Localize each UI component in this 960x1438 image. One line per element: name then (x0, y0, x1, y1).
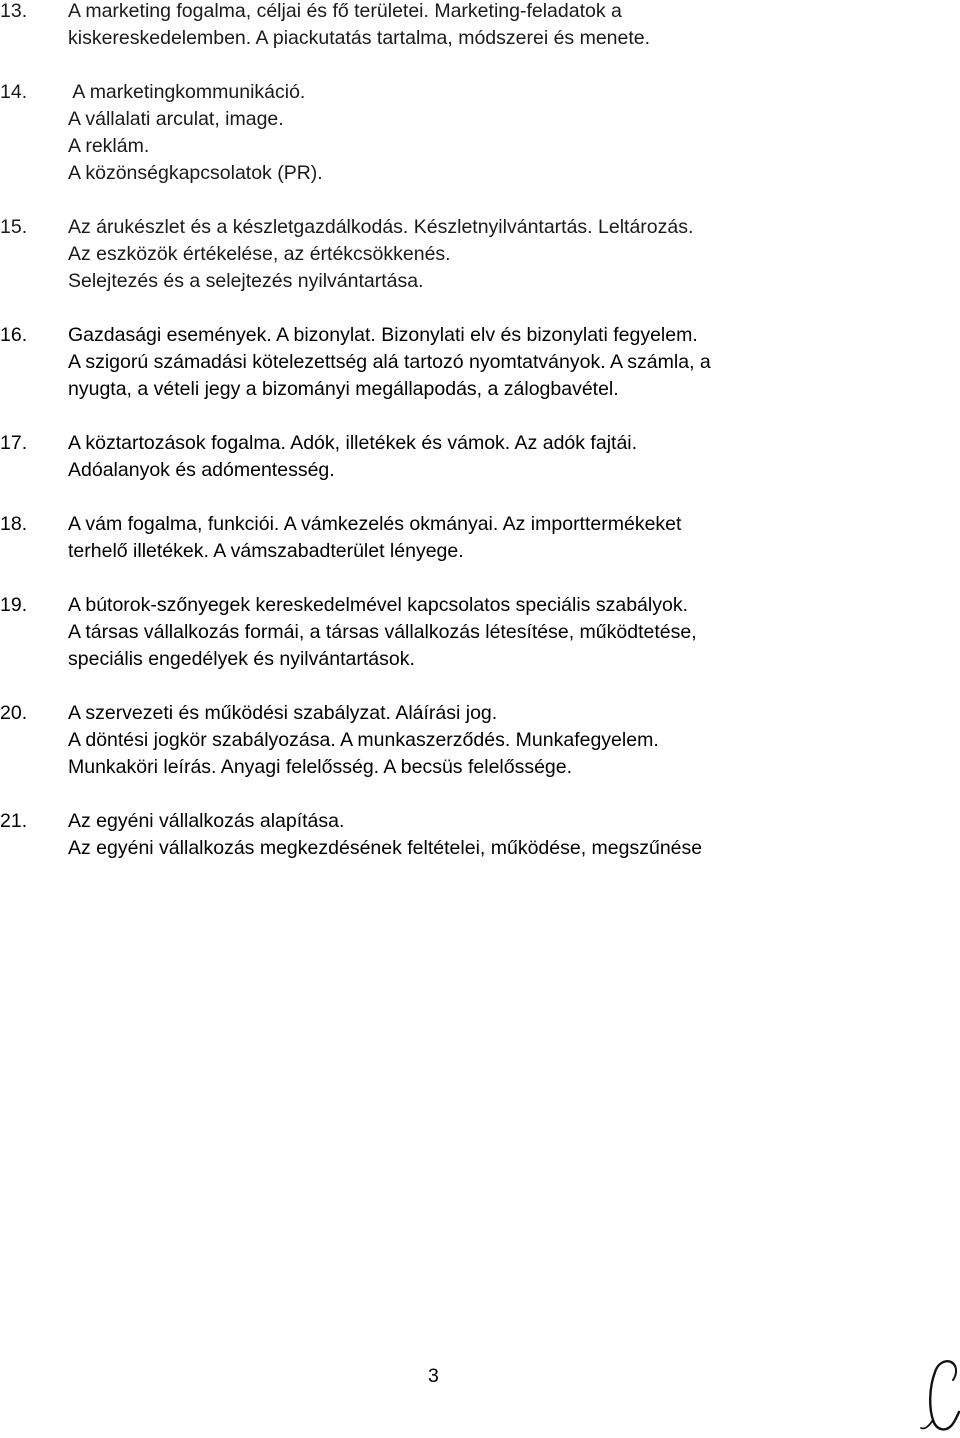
topic-line: A döntési jogkör szabályozása. A munkaszerződés. Munkafegyelem. (68, 729, 659, 751)
topic-text (68, 592, 960, 673)
topic-line: A reklám. (68, 135, 150, 157)
topic-number: 16. (0, 324, 28, 346)
topic-text (68, 700, 960, 781)
topic-text (68, 808, 960, 862)
topic-line: nyugta, a vételi jegy a bizományi megállapodás, a zálogbavétel. (68, 378, 619, 400)
topic-line: A bútorok-szőnyegek kereskedelmével kapcsolatos speciális szabályok. (68, 594, 688, 616)
topic-number: 19. (0, 594, 28, 616)
topic-text (68, 430, 960, 484)
topic-line: kiskereskedelemben. A piackutatás tartalma, módszerei és menete. (68, 27, 651, 49)
topic-item-20 (0, 700, 960, 781)
topic-line: A társas vállalkozás formái, a társas vállalkozás létesítése, működtetése, (68, 621, 697, 643)
topic-item-19 (0, 592, 960, 673)
topic-line: A szigorú számadási kötelezettség alá tartozó nyomtatványok. A számla, a (68, 351, 711, 373)
topic-item-17 (0, 430, 960, 484)
topic-text (68, 322, 960, 403)
topic-line: Az egyéni vállalkozás alapítása. (68, 810, 345, 832)
topic-line: A közönségkapcsolatok (PR). (68, 162, 323, 184)
topic-line: Az egyéni vállalkozás megkezdésének feltételei, működése, megszűnése (68, 837, 703, 859)
topic-item-14 (0, 79, 960, 187)
topic-number: 17. (0, 432, 28, 454)
page-number: 3 (428, 1365, 439, 1387)
topic-line: Gazdasági események. A bizonylat. Bizonylati elv és bizonylati fegyelem. (68, 324, 698, 346)
topic-line: Selejtezés és a selejtezés nyilvántartása. (68, 270, 424, 292)
topic-line: A marketing fogalma, céljai és fő területei. Marketing-feladatok a (68, 0, 622, 22)
topic-item-18 (0, 511, 960, 565)
topic-line: Adóalanyok és adómentesség. (68, 459, 335, 481)
topic-item-15 (0, 214, 960, 295)
topic-text (68, 0, 960, 52)
topic-line: A vállalati arculat, image. (68, 108, 284, 130)
topic-item-13 (0, 0, 960, 52)
topic-text (68, 511, 960, 565)
topic-line: Az árukészlet és a készletgazdálkodás. Készletnyilvántartás. Leltározás. (68, 216, 694, 238)
topic-number: 14. (0, 81, 28, 103)
topic-number: 20. (0, 702, 28, 724)
topic-text (68, 214, 960, 295)
topic-line: A marketingkommunikáció. (68, 81, 306, 103)
topic-line: Munkaköri leírás. Anyagi felelősség. A becsüs felelőssége. (68, 756, 573, 778)
topic-number: 15. (0, 216, 28, 238)
topic-line: terhelő illetékek. A vámszabadterület lényege. (68, 540, 464, 562)
topic-line: A szervezeti és működési szabályzat. Aláírási jog. (68, 702, 498, 724)
topic-line: Az eszközök értékelése, az értékcsökkenés. (68, 243, 451, 265)
topic-line: A köztartozások fogalma. Adók, illetékek és vámok. Az adók fajtái. (68, 432, 638, 454)
topic-line: A vám fogalma, funkciói. A vámkezelés okmányai. Az importtermékeket (68, 513, 682, 535)
topic-number: 13. (0, 0, 28, 22)
topic-text (68, 79, 960, 187)
topic-item-16 (0, 322, 960, 403)
topic-line: speciális engedélyek és nyilvántartások. (68, 648, 415, 670)
topic-number: 21. (0, 810, 28, 832)
topic-number: 18. (0, 513, 28, 535)
handwritten-signature-icon (915, 1356, 960, 1436)
topic-item-21 (0, 808, 960, 862)
